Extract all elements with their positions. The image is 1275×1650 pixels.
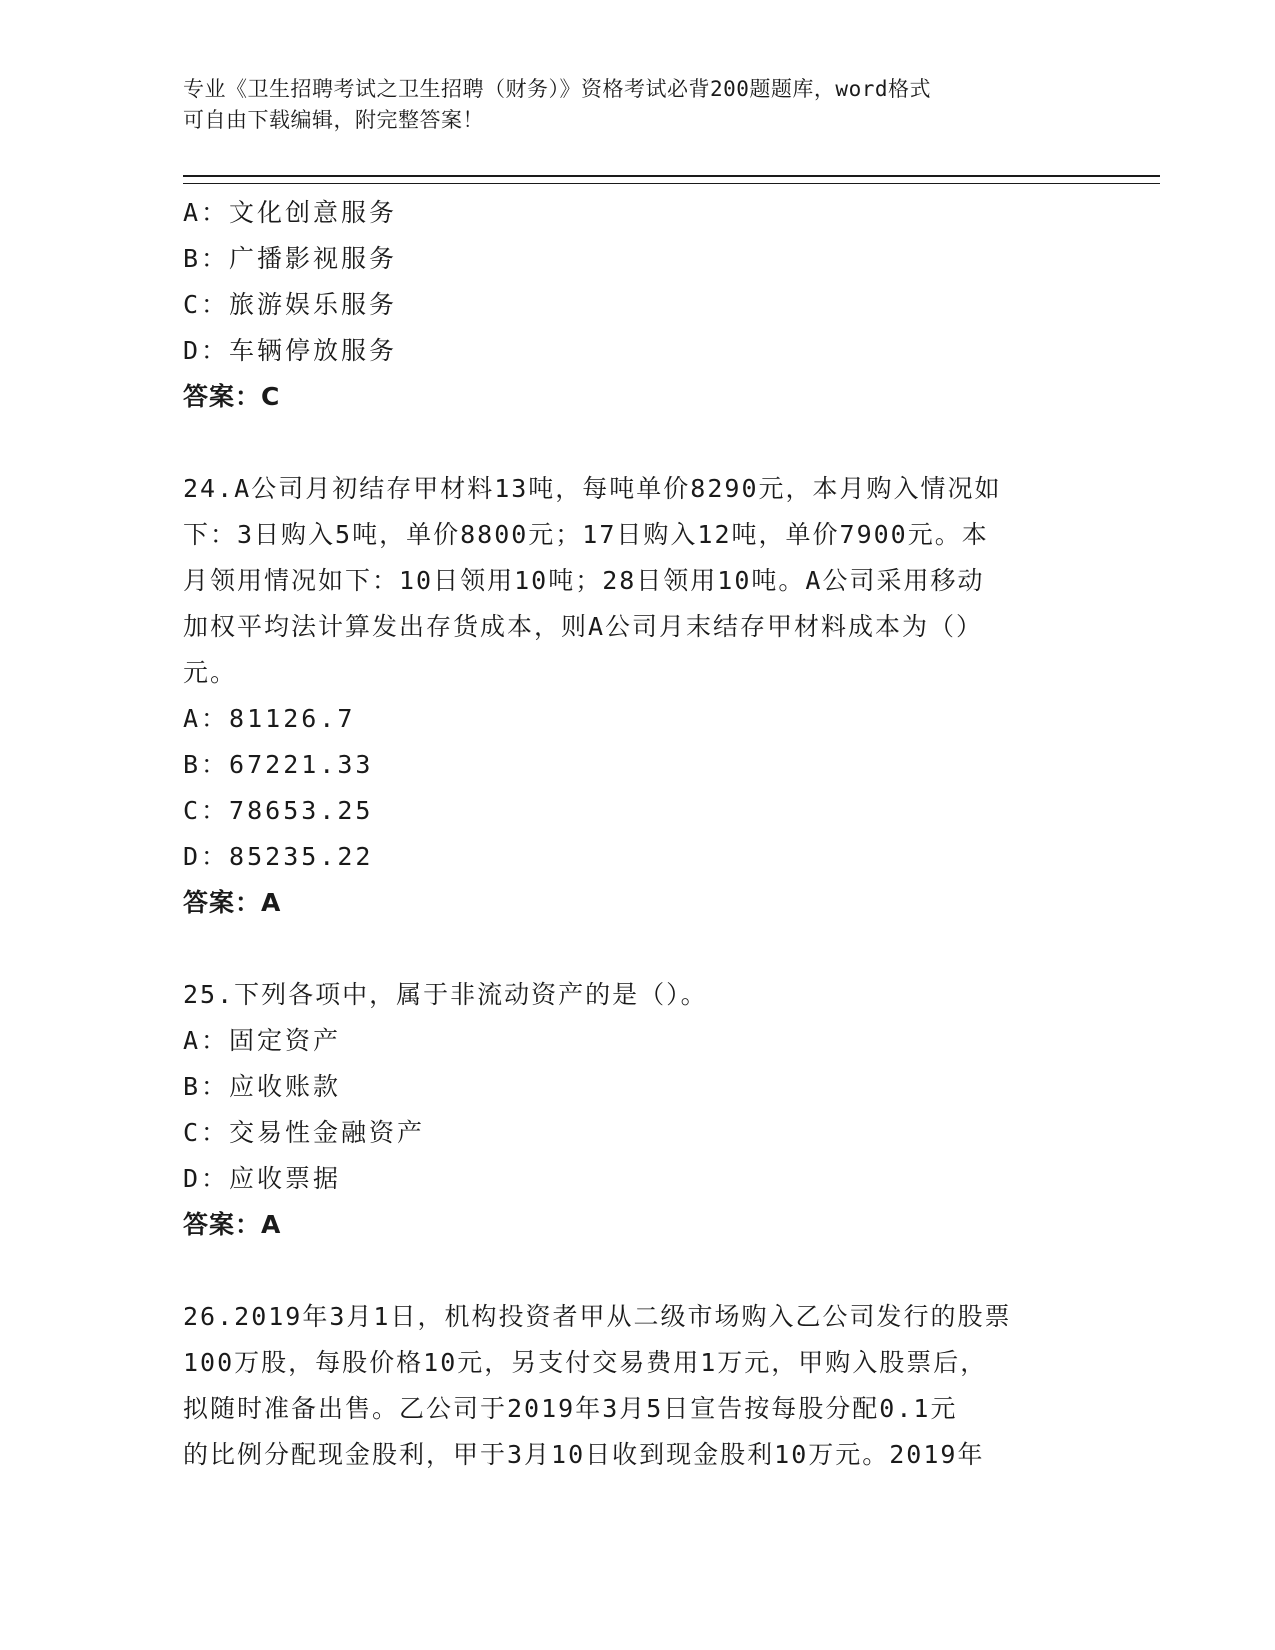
question-text-line: 100万股，每股价格10元，另支付交易费用1万元，甲购入股票后， bbox=[183, 1348, 988, 1377]
option-b: B：67221.33 bbox=[183, 750, 374, 779]
question-text-line: 元。 bbox=[183, 658, 238, 687]
option-b: B：应收账款 bbox=[183, 1072, 342, 1101]
spacer bbox=[183, 926, 1083, 972]
option-a: A：81126.7 bbox=[183, 704, 356, 733]
question-26 bbox=[183, 1294, 1083, 1478]
answer-line: 答案：A bbox=[183, 888, 282, 917]
option-d: D：85235.22 bbox=[183, 842, 374, 871]
question-content bbox=[183, 190, 1083, 1478]
question-text-line: 拟随时准备出售。乙公司于2019年3月5日宣告按每股分配0.1元 bbox=[183, 1394, 958, 1423]
option-c: C：交易性金融资产 bbox=[183, 1118, 426, 1147]
question-text-line: 25.下列各项中，属于非流动资产的是（）。 bbox=[183, 980, 708, 1009]
option-c: C：旅游娱乐服务 bbox=[183, 290, 398, 319]
option-d: D：应收票据 bbox=[183, 1164, 342, 1193]
option-d: D：车辆停放服务 bbox=[183, 336, 398, 365]
question-text-line: 24.A公司月初结存甲材料13吨，每吨单价8290元，本月购入情况如 bbox=[183, 474, 1002, 503]
question-text-line: 加权平均法计算发出存货成本，则A公司月末结存甲材料成本为（） bbox=[183, 612, 984, 641]
option-b: B：广播影视服务 bbox=[183, 244, 398, 273]
question-text-line: 下：3日购入5吨，单价8800元；17日购入12吨，单价7900元。本 bbox=[183, 520, 989, 549]
header-title-line-2: 可自由下载编辑，附完整答案！ bbox=[183, 108, 484, 132]
question-23 bbox=[183, 190, 1083, 420]
option-c: C：78653.25 bbox=[183, 796, 374, 825]
spacer bbox=[183, 1248, 1083, 1294]
header-divider bbox=[183, 175, 1160, 184]
answer-line: 答案：A bbox=[183, 1210, 282, 1239]
question-25 bbox=[183, 972, 1083, 1248]
question-24 bbox=[183, 466, 1083, 926]
document-header bbox=[183, 74, 1063, 136]
question-text-line: 月领用情况如下：10日领用10吨；28日领用10吨。A公司采用移动 bbox=[183, 566, 985, 595]
question-text-line: 26.2019年3月1日，机构投资者甲从二级市场购入乙公司发行的股票 bbox=[183, 1302, 1012, 1331]
answer-line: 答案：C bbox=[183, 382, 281, 411]
question-text-line: 的比例分配现金股利，甲于3月10日收到现金股利10万元。2019年 bbox=[183, 1440, 985, 1469]
spacer bbox=[183, 420, 1083, 466]
option-a: A：文化创意服务 bbox=[183, 198, 398, 227]
option-a: A：固定资产 bbox=[183, 1026, 342, 1055]
header-title-line-1: 专业《卫生招聘考试之卫生招聘（财务）》资格考试必背200题题库，word格式 bbox=[183, 77, 931, 101]
